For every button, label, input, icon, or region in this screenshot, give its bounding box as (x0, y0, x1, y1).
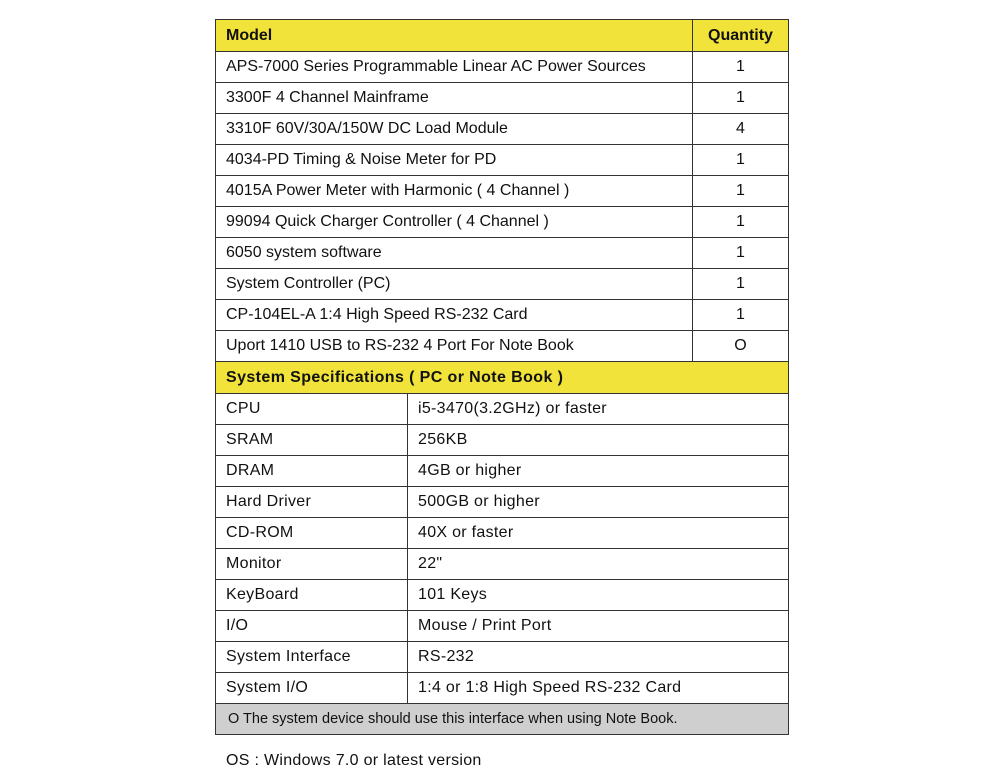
note-row (216, 704, 789, 735)
specs-header-row (216, 362, 789, 394)
spec-value-cell: 40X or faster (408, 518, 789, 549)
table-row (216, 83, 789, 114)
table-row (216, 207, 789, 238)
model-cell: System Controller (PC) (216, 269, 693, 300)
model-cell: 3300F 4 Channel Mainframe (216, 83, 693, 114)
quantity-cell: 1 (693, 269, 789, 300)
spec-value-cell: 256KB (408, 425, 789, 456)
table-row (216, 114, 789, 145)
quantity-cell: 1 (693, 176, 789, 207)
spec-item-cell: KeyBoard (216, 580, 408, 611)
models-header-row (216, 20, 789, 52)
model-cell: CP-104EL-A 1:4 High Speed RS-232 Card (216, 300, 693, 331)
spec-value-cell: Mouse / Print Port (408, 611, 789, 642)
spec-value-cell: 500GB or higher (408, 487, 789, 518)
quantity-cell: O (693, 331, 789, 362)
table-row (216, 425, 789, 456)
spec-value-cell: RS-232 (408, 642, 789, 673)
configuration-table (215, 19, 789, 735)
specs-section-header: System Specifications ( PC or Note Book ) (216, 362, 789, 394)
quantity-cell: 1 (693, 207, 789, 238)
table-row (216, 176, 789, 207)
model-cell: 4015A Power Meter with Harmonic ( 4 Channel ) (216, 176, 693, 207)
table-row (216, 269, 789, 300)
quantity-cell: 4 (693, 114, 789, 145)
spec-value-cell: 101 Keys (408, 580, 789, 611)
spec-value-cell: i5-3470(3.2GHz) or faster (408, 394, 789, 425)
model-cell: APS-7000 Series Programmable Linear AC Power Sources (216, 52, 693, 83)
spec-value-cell: 1:4 or 1:8 High Speed RS-232 Card (408, 673, 789, 704)
model-column-header: Model (216, 20, 693, 52)
table-row (216, 518, 789, 549)
table-row (216, 642, 789, 673)
quantity-column-header: Quantity (693, 20, 789, 52)
spec-item-cell: System Interface (216, 642, 408, 673)
table-row (216, 673, 789, 704)
model-cell: Uport 1410 USB to RS-232 4 Port For Note Book (216, 331, 693, 362)
quantity-cell: 1 (693, 145, 789, 176)
table-row (216, 300, 789, 331)
spec-item-cell: DRAM (216, 456, 408, 487)
spec-item-cell: CD-ROM (216, 518, 408, 549)
table-row (216, 487, 789, 518)
spec-value-cell: 22" (408, 549, 789, 580)
spec-item-cell: SRAM (216, 425, 408, 456)
spec-item-cell: Monitor (216, 549, 408, 580)
model-cell: 6050 system software (216, 238, 693, 269)
os-requirement-note: OS : Windows 7.0 or latest version (226, 752, 482, 769)
table-row (216, 238, 789, 269)
table-row (216, 331, 789, 362)
quantity-cell: 1 (693, 238, 789, 269)
table-row (216, 549, 789, 580)
spec-item-cell: CPU (216, 394, 408, 425)
table-row (216, 145, 789, 176)
table-row (216, 611, 789, 642)
spec-item-cell: Hard Driver (216, 487, 408, 518)
model-cell: 99094 Quick Charger Controller ( 4 Channel ) (216, 207, 693, 238)
model-cell: 3310F 60V/30A/150W DC Load Module (216, 114, 693, 145)
quantity-cell: 1 (693, 300, 789, 331)
table-row (216, 52, 789, 83)
notebook-footnote: O The system device should use this interface when using Note Book. (216, 704, 789, 735)
spec-value-cell: 4GB or higher (408, 456, 789, 487)
table-row (216, 394, 789, 425)
quantity-cell: 1 (693, 83, 789, 114)
spec-item-cell: I/O (216, 611, 408, 642)
table-row (216, 580, 789, 611)
quantity-cell: 1 (693, 52, 789, 83)
table-row (216, 456, 789, 487)
spec-item-cell: System I/O (216, 673, 408, 704)
model-cell: 4034-PD Timing & Noise Meter for PD (216, 145, 693, 176)
